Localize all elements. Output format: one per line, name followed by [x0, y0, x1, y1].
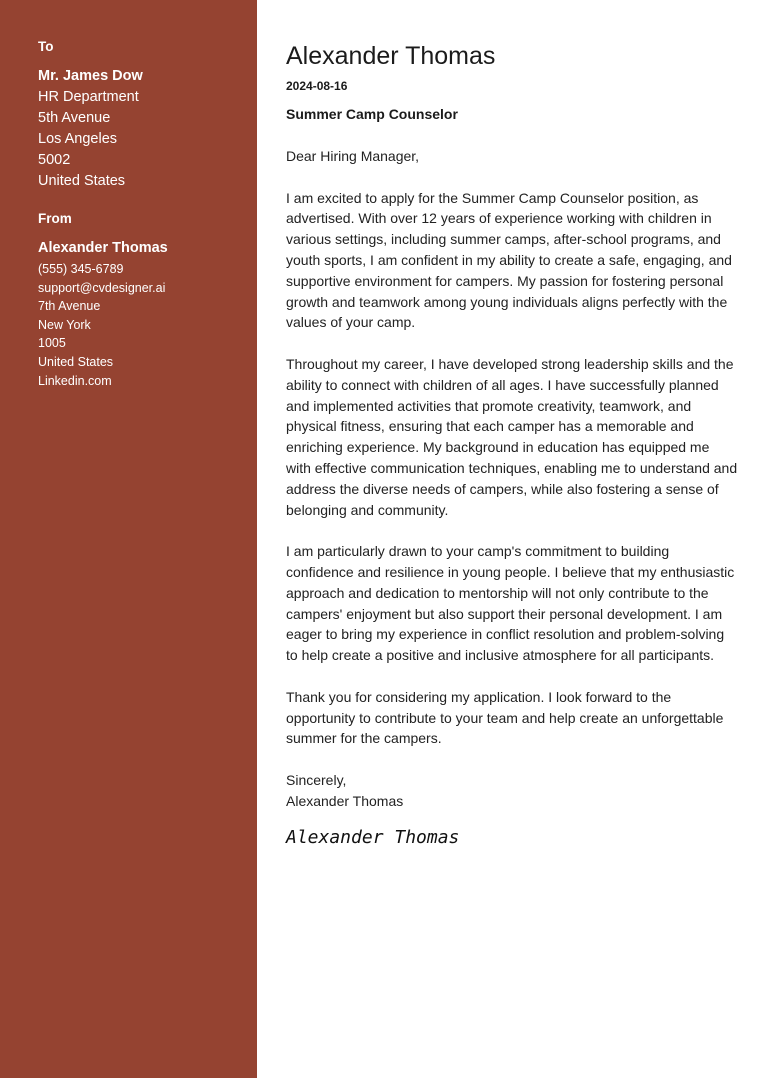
letter-closing: Sincerely,	[286, 771, 347, 788]
letter-closing-name: Alexander Thomas	[286, 792, 404, 809]
recipient-postal-code: 5002	[38, 152, 71, 168]
letter-sender-name: Alexander Thomas	[286, 42, 496, 70]
sender-linkedin: Linkedin.com	[38, 373, 112, 388]
sender-heading: From	[38, 211, 72, 226]
sender-city: New York	[38, 317, 91, 332]
letter-body	[286, 40, 738, 850]
sidebar-content	[38, 38, 243, 390]
sender-street: 7th Avenue	[38, 299, 101, 314]
sender-phone: (555) 345-6789	[38, 262, 124, 276]
sender-postal-code: 1005	[38, 336, 66, 351]
recipient-street: 5th Avenue	[38, 110, 111, 126]
letter-paragraph-1: I am excited to apply for the Summer Camp Counselor position, as advertised. With over 12 years of experience working with children in various settings, including summer camps, after-school programs, and youth sports, I am confident in my ability to create a safe, engaging, and supportive environment for campers. My passion for fostering personal growth and teamwork among young individuals aligns perfectly with the values of your camp.	[286, 189, 732, 331]
letter-signature: Alexander Thomas	[286, 826, 460, 848]
letter-paragraph-4: Thank you for considering my application. I look forward to the opportunity to contribute to your team and help create an unforgettable summer for the campers.	[286, 688, 724, 747]
sidebar	[0, 0, 257, 1078]
recipient-department: HR Department	[38, 89, 139, 105]
sender-email: support@cvdesigner.ai	[38, 280, 166, 295]
sender-country: United States	[38, 354, 114, 369]
recipient-country: United States	[38, 173, 126, 189]
letter-paragraph-2: Throughout my career, I have developed strong leadership skills and the ability to connect with children of all ages. I have successfully planned and implemented activities that promote creativity, teamwork, and physical fitness, ensuring that each camper has a memorable and enriching experience. My background in education has equipped me with effective communication techniques, enabling me to understand and address the diverse needs of campers, while also fostering a sense of belonging and community.	[286, 355, 738, 518]
recipient-block	[38, 66, 243, 192]
letter-date: 2024-08-16	[286, 79, 348, 93]
recipient-name: Mr. James Dow	[38, 68, 143, 84]
letter-job-title: Summer Camp Counselor	[286, 106, 458, 122]
sender-name: Alexander Thomas	[38, 240, 168, 256]
letter-paragraph-3: I am particularly drawn to your camp's commitment to building confidence and resilience in young people. I believe that my enthusiastic approach and dedication to mentorship will not only contribute to the campers' enjoyment but also support their personal development. I am eager to bring my experience in conflict resolution and problem-solving to help create a positive and inclusive atmosphere for all participants.	[286, 543, 735, 664]
recipient-city: Los Angeles	[38, 131, 118, 147]
letter-salutation: Dear Hiring Manager,	[286, 148, 420, 164]
sender-block	[38, 238, 243, 390]
recipient-heading: To	[38, 39, 54, 54]
